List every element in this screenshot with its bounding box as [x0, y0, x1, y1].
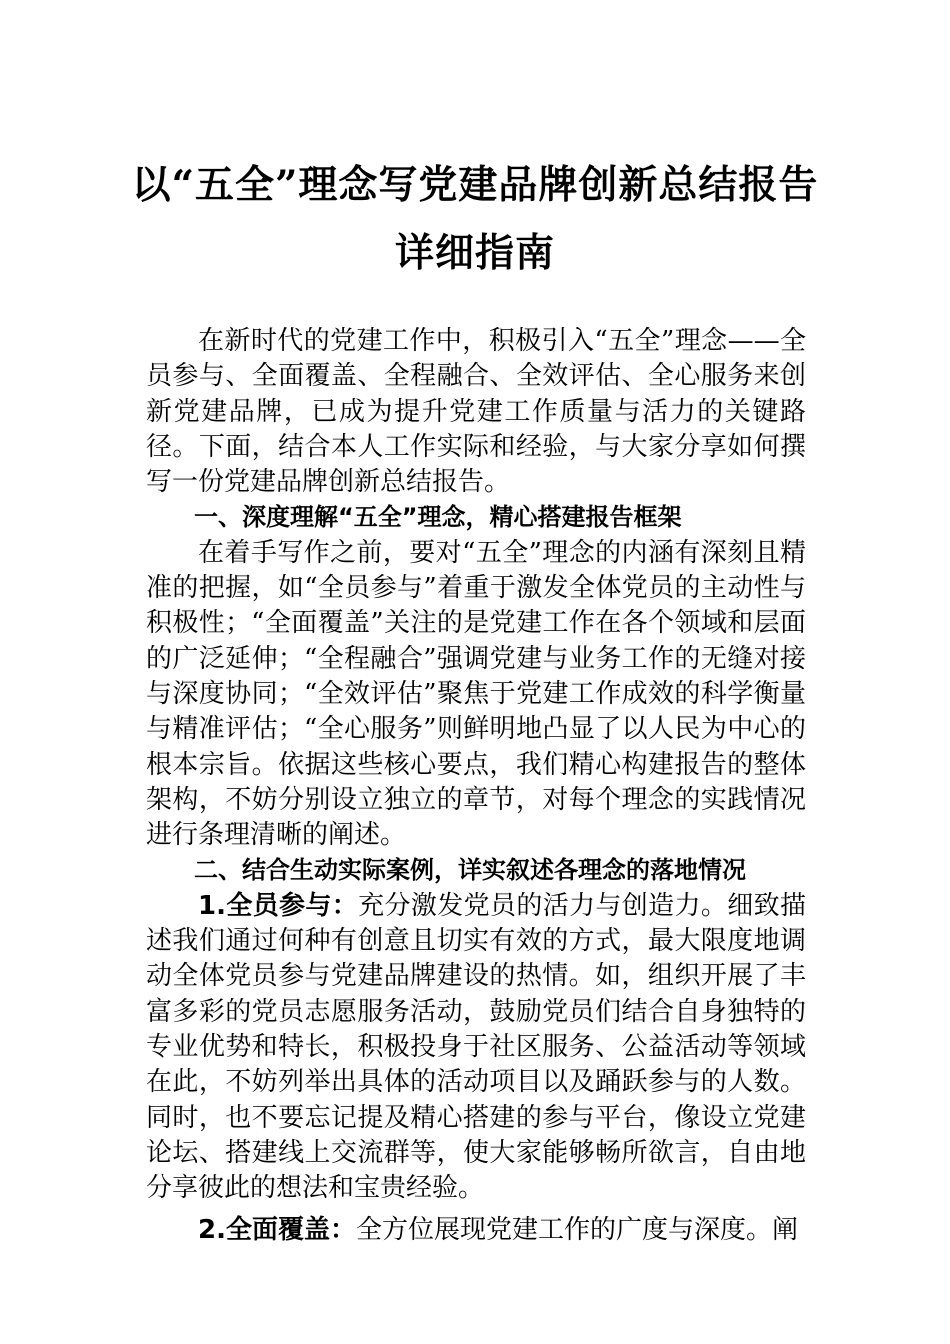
item2-text: 全方位展现党建工作的广度与深度。阐: [355, 1215, 798, 1246]
section-heading-2: 二、结合生动实际案例，详实叙述各理念的落地情况: [194, 856, 746, 885]
section-heading-1: 一、深度理解“五全”理念，精心搭建报告框架: [194, 503, 682, 532]
item2-paragraph: [146, 1213, 806, 1248]
intro-paragraph: 在新时代的党建工作中，积极引入“五全”理念——全员参与、全面覆盖、全程融合、全效评估、全心服务来创新党建品牌，已成为提升党建工作质量与活力的关键路径。下面，结合本人工作实际和经验，与大家分享如何撰写一份党建品牌创新总结报告。: [146, 326, 806, 498]
item1-text: 充分激发党员的活力与创造力。细致描述我们通过何种有创意且切实有效的方式，最大限度地调动全体党员参与党建品牌建设的热情。如，组织开展了丰富多彩的党员志愿服务活动，鼓励党员们结合自身独特的专业优势和特长，积极投身于社区服务、公益活动等领域在此，不妨列举出具体的活动项目以及踊跃参与的人数。同时，也不要忘记提及精心搭建的参与平台，像设立党建论坛、搭建线上交流群等，使大家能够畅所欲言，自由地分享彼此的想法和宝贵经验。: [146, 890, 806, 1204]
item2-lead: 2.全面覆盖：: [198, 1215, 356, 1246]
item1-paragraph: [146, 889, 806, 1207]
section1-paragraph: 在着手写作之前，要对“五全”理念的内涵有深刻且精准的把握，如“全员参与”着重于激发全体党员的主动性与积极性；“全面覆盖”关注的是党建工作在各个领域和层面的广泛延伸；“全程融合”强调党建与业务工作的无缝对接与深度协同；“全效评估”聚焦于党建工作成效的科学衡量与精准评估；“全心服务”则鲜明地凸显了以人民为中心的根本宗旨。依据这些核心要点，我们精心构建报告的整体架构，不妨分别设立独立的章节，对每个理念的实践情况进行条理清晰的阐述。: [146, 537, 806, 851]
document-title-line2: 详细指南: [394, 230, 555, 276]
item1-lead: 1.全员参与：: [198, 890, 359, 921]
document-body: [146, 324, 806, 1249]
document-title: 以“五全”理念写党建品牌创新总结报告: [131, 162, 819, 208]
